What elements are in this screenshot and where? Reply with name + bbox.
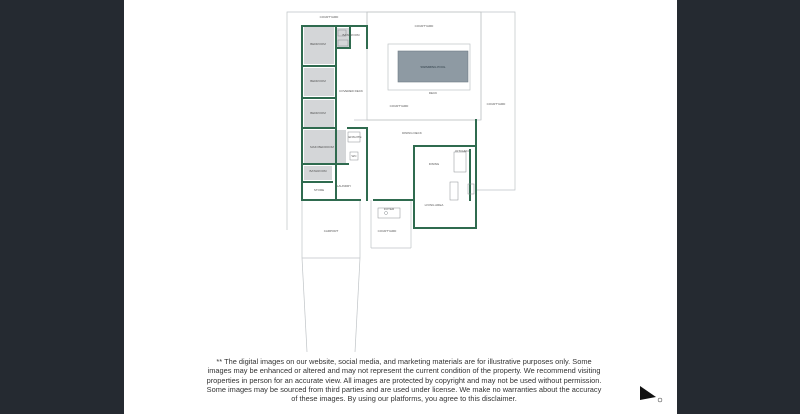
label-bedroom-3: BEDROOM	[310, 111, 326, 115]
label-dining: DINING	[428, 162, 440, 166]
floor-plan-diagram	[124, 0, 677, 414]
label-courtyard-top-left: COURTYARD	[319, 15, 339, 19]
label-master-bedroom: MAIN BEDROOM	[310, 145, 334, 149]
label-carport: CARPORT	[323, 229, 339, 233]
label-courtyard-mid: COURTYARD	[389, 104, 409, 108]
label-wc: WC	[351, 154, 357, 158]
left-margin	[0, 0, 124, 414]
label-ensuite: ENSUITE	[348, 135, 362, 139]
disclaimer-text: ** The digital images on our website, social media, and marketing materials are for illustrative purposes only. Some images may be enhanced or altered and may not represent the current condition of the property. We recommend visiting properties in person for an accurate view. All images are protected by copyright and may not be used without permission. Some images may be sourced from third parties and are used under license. We make no warranties about the accuracy of these images. By using our platforms, you agree to this disclaimer.	[206, 357, 602, 404]
right-margin	[677, 0, 800, 414]
label-deck: DECK	[428, 91, 438, 95]
north-arrow-icon[interactable]	[636, 383, 666, 405]
room-fills	[304, 26, 350, 180]
label-store: STORE	[313, 188, 325, 192]
label-bedroom-2: BEDROOM	[310, 79, 326, 83]
label-living-area: LIVING AREA	[424, 203, 444, 207]
label-laundry: LAUNDRY	[336, 184, 352, 188]
label-bedroom-1: BEDROOM	[310, 42, 326, 46]
label-courtyard-right: COURTYARD	[486, 102, 506, 106]
label-dining-deck: DINING DECK	[402, 131, 422, 135]
label-courtyard-top: COURTYARD	[414, 24, 434, 28]
label-kitchen: KITCHEN	[455, 149, 469, 153]
label-foyer: FOYER	[383, 207, 395, 211]
label-swimming-pool: SWIMMING POOL	[420, 65, 446, 69]
label-bathroom-1: BATHROOM	[342, 33, 360, 37]
floor-plan-sheet	[124, 0, 677, 414]
label-covered-deck: COVERED DECK	[338, 89, 364, 93]
label-bathroom-2: BATHROOM	[309, 169, 327, 173]
label-courtyard-bottom: COURTYARD	[377, 229, 397, 233]
